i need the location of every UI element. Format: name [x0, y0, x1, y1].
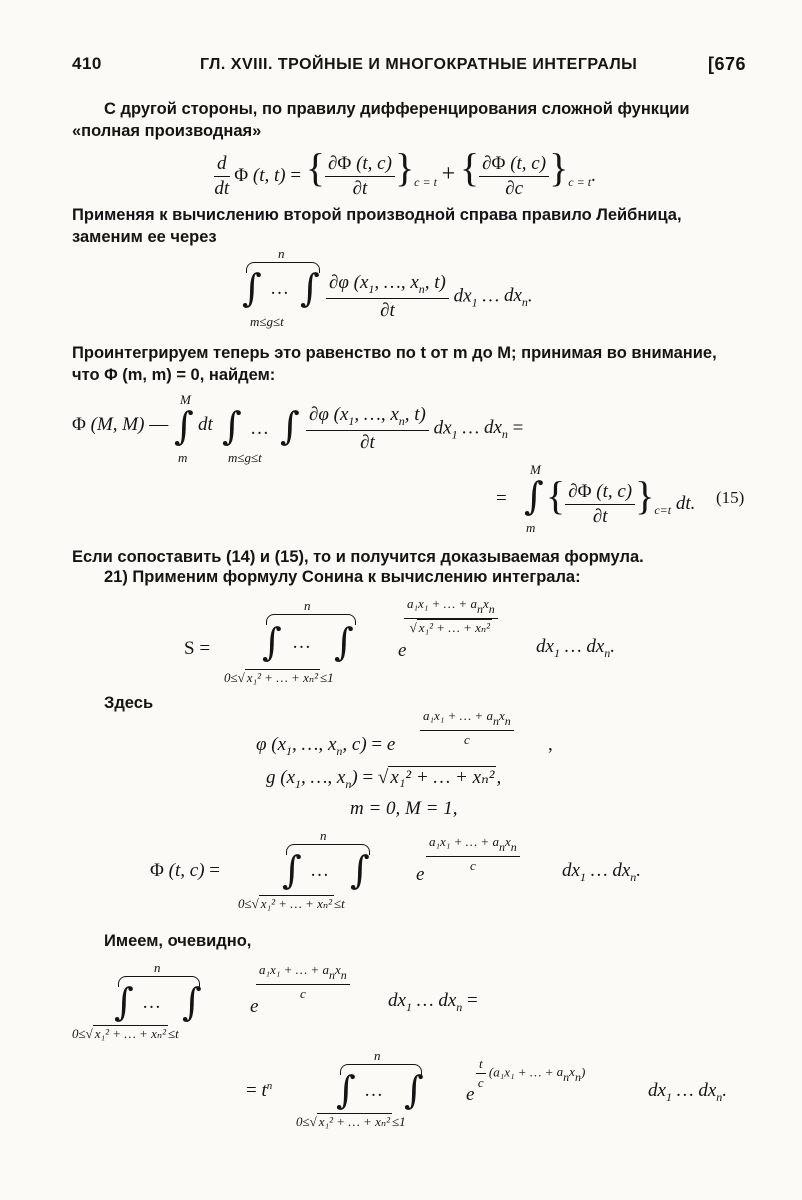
equation-phi-definition: φ ($x_1$, …, $x_n$, c) = e $\frac{\text{a₁x₁ + … + anxn}}{c}$ ,	[256, 708, 553, 758]
text-line: Здесь	[104, 694, 154, 712]
equation-final-line2: = $t^n$ n ∫ … ∫ 0≤√ x₁² + … + xₙ² ≤1 e $\frac{t}{c}$ (a₁x₁ + … + anxn) $dx_1$ … $dx_n$.	[246, 1048, 728, 1129]
section-number: [676	[708, 54, 747, 74]
equation-sonin-integral: S = n ∫ … ∫ 0≤√ x₁² + … + xₙ² ≤1 e $\frac{\text{a₁x₁ + … + anxn}}{\text{√ x₁² + … + xₙ²}}$ $dx_1$ … $dx_n$.	[184, 596, 616, 685]
text-line: Имеем, очевидно,	[104, 932, 252, 950]
equation-leibniz-integrand: $\frac{\partial\varphi (x_1, \dots, x_n, t)}{\partial t}$ $dx_1$ … $dx_n$.	[326, 272, 533, 322]
equation-g-definition: g ($x_1$, …, $x_n$) = √ x₁² + … + xₙ² ,	[266, 767, 502, 791]
equation-15-line1: Φ (M, M) — M ∫ m dt ∫ … ∫ m≤g≤t $\frac{\partial\varphi (x_1, \dots, x_n, t)}{\partial t}$ $dx_1$ … $dx_n$ =	[72, 392, 524, 465]
equation-final-line1: n ∫ … ∫ 0≤√ x₁² + … + xₙ² ≤t e $\frac{\text{a₁x₁ + … + anxn}}{c}$ $dx_1$ … $dx_n$ =	[72, 960, 478, 1041]
text-line: «полная производная»	[72, 122, 262, 140]
text-line: Если сопоставить (14) и (15), то и получится доказываемая формула.	[72, 548, 644, 566]
page-number: 410	[72, 54, 102, 73]
text-line: что Φ (m, m) = 0, найдем:	[72, 366, 276, 384]
equation-15-line2: = M ∫ m { $\frac{\partial\Phi (t, c)}{\partial t}$ }$_{c=t}$ dt.	[496, 462, 696, 535]
text-line: Применяя к вычислению второй производной справа правило Лейбница,	[72, 206, 682, 224]
multiple-integral-symbol: n ∫ … ∫ m≤g≤t	[242, 246, 320, 329]
text-line: С другой стороны, по правилу дифференцирования сложной функции	[104, 100, 690, 118]
equation-total-derivative: $\frac{d}{dt}$ Φ (t, t) = { $\frac{\partial\Phi (t, c)}{\partial t}$ }$_{c = t}$ + { $\frac{\partial\Phi (t, c)}{\partial c}$ }$_{c = t}$.	[214, 145, 596, 200]
running-title: ГЛ. XVIII. ТРОЙНЫЕ И МНОГОКРАТНЫЕ ИНТЕГРАЛЫ	[200, 56, 638, 73]
equation-phi-tc: Φ (t, c) = n ∫ … ∫ 0≤√ x₁² + … + xₙ² ≤t e $\frac{\text{a₁x₁ + … + anxn}}{c}$ $dx_1$ … $dx_n$.	[150, 828, 642, 911]
text-line: 21) Применим формулу Сонина к вычислению интеграла:	[104, 568, 581, 586]
text-line: Проинтегрируем теперь это равенство по t от m до M; принимая во внимание,	[72, 344, 717, 362]
equation-number: (15)	[716, 488, 745, 507]
text-line: заменим ее через	[72, 228, 217, 246]
equation-limits: m = 0, M = 1,	[350, 798, 458, 819]
